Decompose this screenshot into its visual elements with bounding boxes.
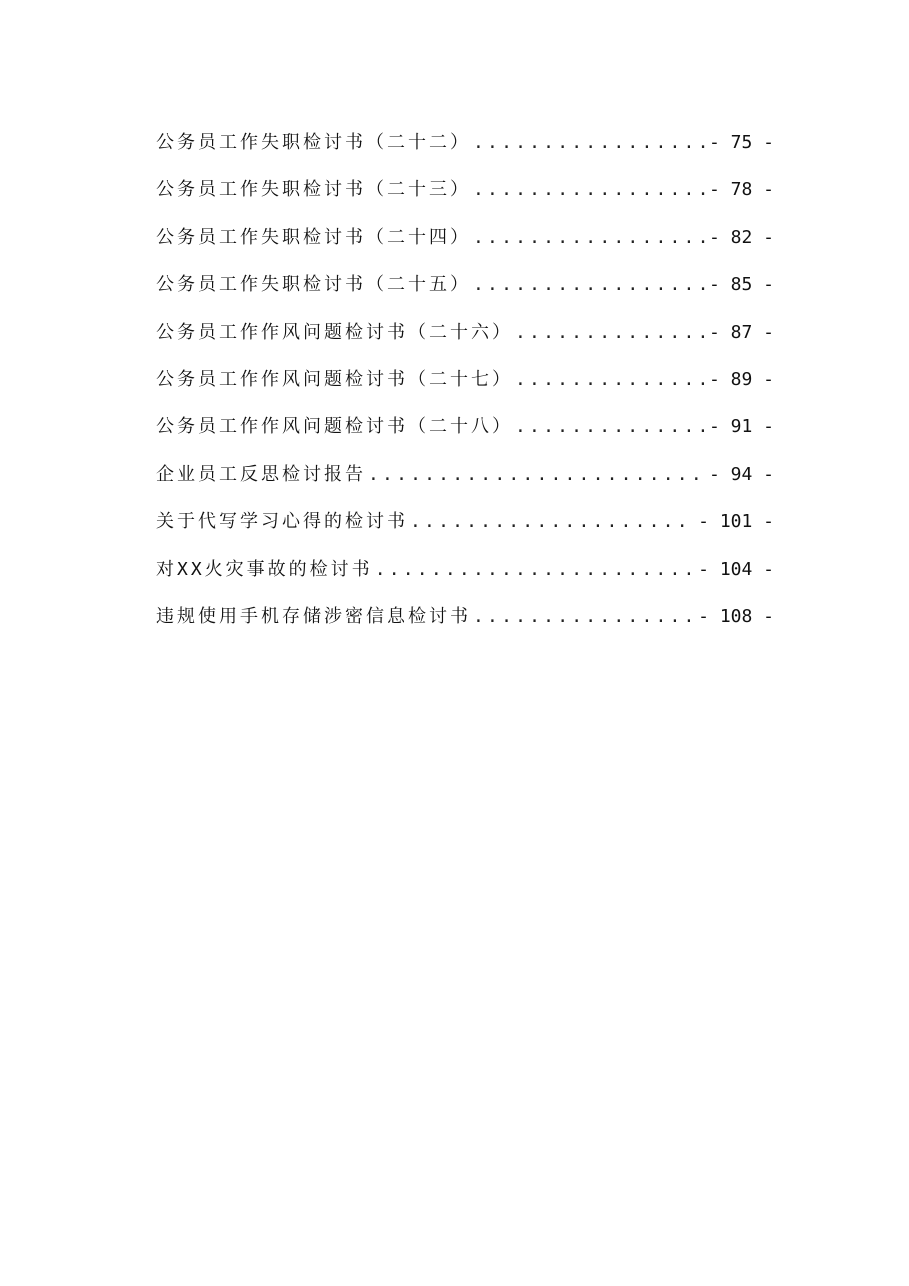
toc-entry-page: - 82 -: [708, 226, 774, 248]
toc-dot-leader: [515, 322, 705, 343]
toc-entry[interactable]: [156, 460, 774, 507]
toc-entry-title: 公务员工作失职检讨书（二十五）: [156, 274, 471, 296]
toc-entry[interactable]: [156, 318, 774, 365]
toc-entry-page: - 87 -: [708, 321, 774, 343]
toc-entry[interactable]: [156, 128, 774, 175]
toc-entry-title: 违规使用手机存储涉密信息检讨书: [156, 605, 471, 627]
toc-entry-page: - 85 -: [708, 274, 774, 296]
toc-entry-title: 公务员工作作风问题检讨书（二十七）: [156, 368, 513, 390]
toc-entry-title: 公务员工作失职检讨书（二十二）: [156, 132, 471, 153]
toc-entry-title: 公务员工作作风问题检讨书（二十六）: [156, 321, 513, 343]
toc-dot-leader: [410, 511, 694, 532]
toc-entry-title: 公务员工作失职检讨书（二十三）: [156, 179, 471, 201]
toc-entry[interactable]: [156, 555, 774, 602]
toc-dot-leader: [473, 179, 705, 200]
toc-entry-page: - 78 -: [708, 179, 774, 201]
toc-entry-page: - 91 -: [708, 416, 774, 438]
toc-entry-page: - 89 -: [708, 368, 774, 390]
toc-dot-leader: [515, 416, 705, 437]
toc-entry[interactable]: [156, 223, 774, 270]
toc-entry[interactable]: [156, 412, 774, 459]
toc-entry-page: - 108 -: [698, 605, 774, 627]
toc-entry-title: 对XX火灾事故的检讨书: [156, 558, 373, 580]
toc-entry[interactable]: [156, 270, 774, 317]
toc-entry-title: 公务员工作作风问题检讨书（二十八）: [156, 416, 513, 438]
table-of-contents: [156, 128, 774, 649]
toc-entry-title: 企业员工反思检讨报告: [156, 463, 366, 485]
toc-entry-page: - 104 -: [698, 558, 774, 580]
toc-dot-leader: [473, 132, 705, 153]
toc-dot-leader: [473, 274, 705, 295]
toc-dot-leader: [473, 227, 705, 248]
toc-dot-leader: [368, 464, 705, 485]
toc-entry-page: - 75 -: [708, 132, 774, 153]
toc-dot-leader: [375, 559, 694, 580]
toc-entry-page: - 101 -: [698, 511, 774, 533]
toc-dot-leader: [473, 606, 694, 627]
toc-entry[interactable]: [156, 365, 774, 412]
toc-entry-page: - 94 -: [708, 463, 774, 485]
toc-entry-title: 关于代写学习心得的检讨书: [156, 511, 408, 533]
toc-dot-leader: [515, 369, 705, 390]
toc-entry[interactable]: [156, 175, 774, 222]
toc-entry[interactable]: [156, 507, 774, 554]
toc-entry-title: 公务员工作失职检讨书（二十四）: [156, 226, 471, 248]
toc-entry[interactable]: [156, 602, 774, 649]
